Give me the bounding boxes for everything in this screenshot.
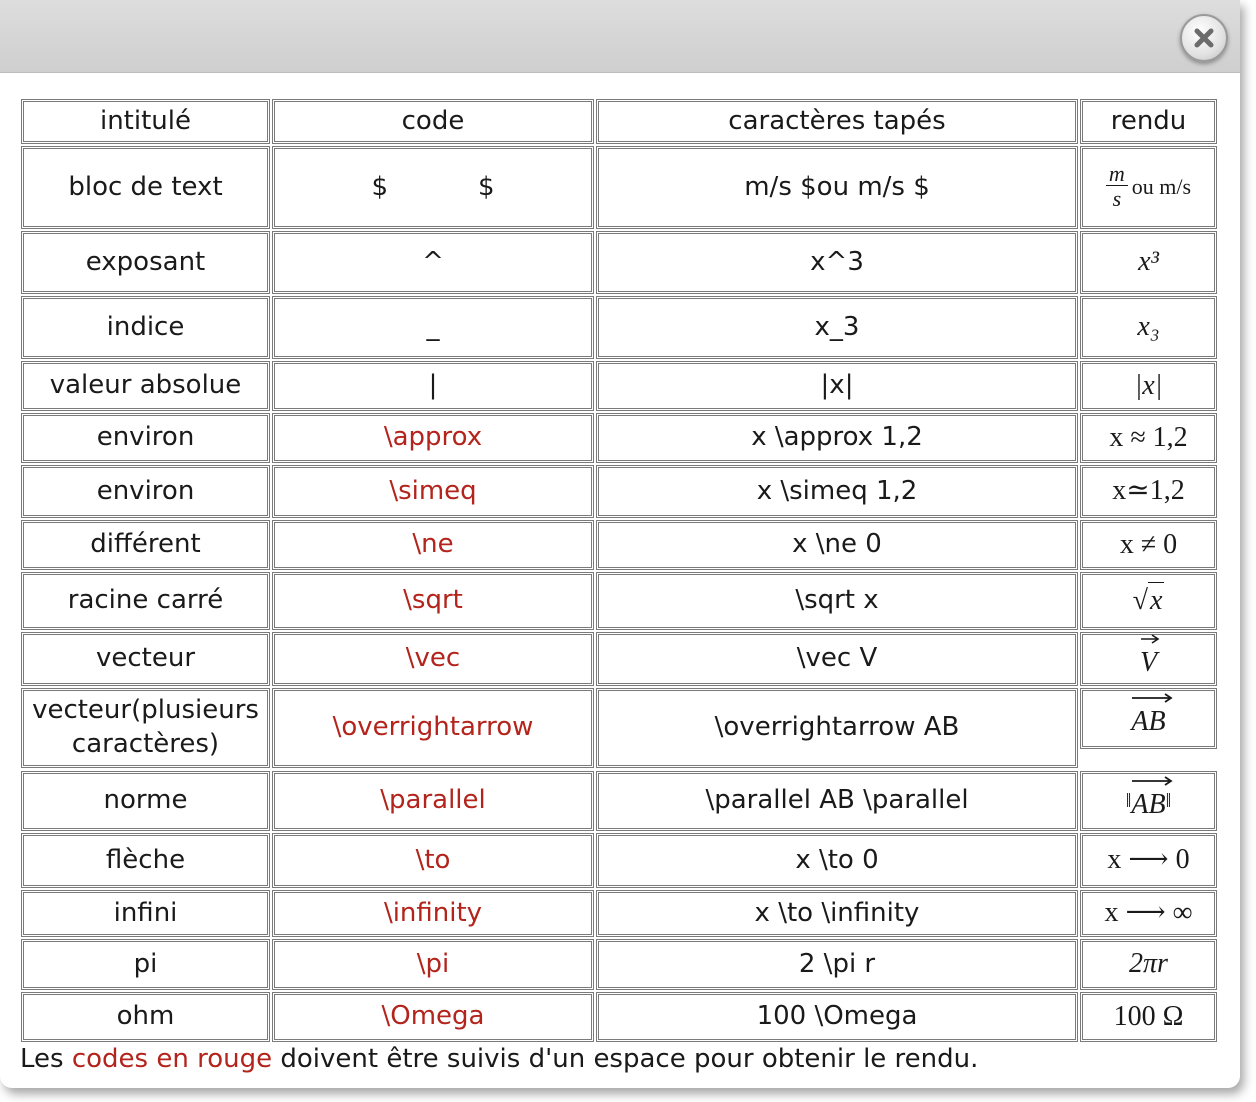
row-render — [1080, 771, 1217, 831]
row-render — [1080, 146, 1217, 229]
row-typed — [596, 632, 1078, 686]
label-line: vecteur(plusieurs — [32, 695, 259, 726]
label-text: ohm — [116, 1001, 175, 1032]
render-text: x³ — [1138, 246, 1159, 278]
code-text: \Omega — [381, 1001, 485, 1032]
typed-text: x \approx 1,2 — [751, 422, 923, 453]
code-text: \overrightarrow — [332, 712, 534, 743]
header-code — [272, 99, 594, 144]
close-x-icon — [1191, 25, 1217, 51]
row-label — [21, 632, 270, 686]
row-typed — [596, 939, 1078, 990]
typed-text: 2 \pi r — [798, 948, 876, 979]
row-code — [272, 632, 594, 686]
render-text: x ⟶ ∞ — [1104, 897, 1193, 929]
row-typed — [596, 146, 1078, 229]
label-text: exposant — [85, 246, 206, 277]
fraction-numerator: m — [1106, 162, 1128, 186]
row-render — [1080, 688, 1217, 749]
render-text: AB — [1131, 788, 1166, 820]
row-label — [21, 688, 270, 768]
row-render — [1080, 632, 1217, 686]
typed-text: \overrightarrow AB — [714, 712, 960, 743]
row-label — [21, 939, 270, 990]
code-text: \to — [415, 844, 451, 875]
label-text: environ — [96, 422, 195, 453]
code-text: _ — [426, 311, 440, 342]
typed-text: \sqrt x — [795, 585, 879, 616]
footer-text: Les — [20, 1044, 72, 1074]
footer-text: doivent être suivis d'un espace pour obtenir le rendu. — [272, 1044, 979, 1074]
row-code — [272, 296, 594, 359]
row-render — [1080, 465, 1217, 518]
row-code — [272, 231, 594, 294]
row-label — [21, 833, 270, 888]
row-label — [21, 572, 270, 630]
row-typed — [596, 771, 1078, 831]
row-render — [1080, 572, 1217, 630]
vector-render — [1140, 637, 1157, 681]
code-text: \pi — [416, 948, 450, 979]
render-text: x ≠ 0 — [1119, 528, 1178, 560]
vector-render — [1131, 696, 1165, 740]
row-render — [1080, 890, 1217, 937]
row-code — [272, 771, 594, 831]
typed-text: \vec V — [796, 643, 878, 674]
row-typed — [596, 688, 1078, 768]
header-intitule — [21, 99, 270, 144]
vector-arrow-icon — [1140, 633, 1160, 645]
row-code — [272, 465, 594, 518]
row-label — [21, 890, 270, 937]
norm-bar-right: ‖ — [1165, 790, 1172, 812]
row-code — [272, 890, 594, 937]
render-text: V — [1139, 646, 1158, 678]
label-text: différent — [90, 529, 201, 560]
header-text: intitulé — [99, 105, 191, 136]
header-text: code — [401, 105, 465, 136]
row-render — [1080, 939, 1217, 990]
label-text: valeur absolue — [49, 370, 242, 401]
code-text: | — [428, 370, 438, 401]
sqrt-symbol: √ — [1132, 584, 1148, 616]
render-text: AB — [1131, 706, 1166, 738]
label-text: vecteur — [95, 643, 196, 674]
row-code — [272, 413, 594, 463]
label-text: bloc de text — [68, 171, 223, 202]
row-render — [1080, 361, 1217, 411]
render-text: x ≈ 1,2 — [1109, 421, 1188, 453]
label-text: environ — [96, 475, 195, 506]
row-render — [1080, 296, 1217, 359]
row-typed — [596, 572, 1078, 630]
render-text: ou m/s — [1131, 174, 1192, 200]
row-label — [21, 146, 270, 229]
typed-text: x_3 — [814, 311, 860, 342]
typed-text: x^3 — [810, 246, 864, 277]
render-text: 100 Ω — [1113, 1000, 1184, 1032]
render-text: 2πr — [1129, 948, 1168, 980]
row-typed — [596, 361, 1078, 411]
row-code — [272, 572, 594, 630]
footer-red-text: codes en rouge — [71, 1044, 273, 1074]
row-label — [21, 465, 270, 518]
typed-text: x \to 0 — [795, 844, 879, 875]
row-typed — [596, 296, 1078, 359]
label-text — [32, 694, 259, 762]
row-code — [272, 520, 594, 570]
dialog-titlebar[interactable] — [0, 0, 1240, 73]
render-text: x ⟶ 0 — [1107, 844, 1190, 876]
typed-text: \parallel AB \parallel — [705, 785, 969, 816]
typed-text: m/s $ou m/s $ — [744, 171, 930, 202]
row-label — [21, 992, 270, 1042]
norm-bar-left: ‖ — [1125, 790, 1132, 812]
row-label — [21, 231, 270, 294]
code-text: \infinity — [383, 897, 483, 928]
vector-arrow-icon — [1131, 775, 1173, 787]
code-right-text: $ — [478, 171, 495, 202]
typed-text: |x| — [820, 370, 854, 401]
row-code — [272, 939, 594, 990]
close-button[interactable] — [1180, 14, 1228, 62]
label-text: indice — [106, 311, 185, 342]
row-label — [21, 771, 270, 831]
header-rendu — [1080, 99, 1217, 144]
typed-text: x \to \infinity — [754, 897, 920, 928]
row-label — [21, 413, 270, 463]
row-label — [21, 296, 270, 359]
row-code — [272, 992, 594, 1042]
fraction — [1106, 162, 1128, 212]
render-text: |x| — [1134, 369, 1163, 401]
code-left-text: $ — [371, 171, 388, 202]
typed-text: x \simeq 1,2 — [756, 475, 918, 506]
header-text: rendu — [1110, 105, 1187, 136]
label-text: flèche — [105, 844, 186, 875]
label-text: racine carré — [67, 585, 224, 616]
row-typed — [596, 833, 1078, 888]
row-render — [1080, 520, 1217, 570]
fraction-denominator: s — [1112, 186, 1122, 212]
typed-text: x \ne 0 — [792, 529, 882, 560]
row-typed — [596, 890, 1078, 937]
sqrt-radicand: x — [1148, 582, 1164, 619]
row-label — [21, 361, 270, 411]
code-text: \ne — [412, 529, 454, 560]
vector-arrow-icon — [1131, 692, 1173, 704]
row-typed — [596, 992, 1078, 1042]
code-text: \approx — [383, 422, 483, 453]
code-text: ^ — [422, 246, 444, 277]
row-render — [1080, 992, 1217, 1042]
row-code — [272, 146, 594, 229]
label-text: infini — [113, 897, 178, 928]
row-typed — [596, 231, 1078, 294]
footer-note — [20, 1044, 978, 1074]
row-render — [1080, 413, 1217, 463]
row-code — [272, 833, 594, 888]
label-text: norme — [103, 785, 188, 816]
render-text: x₃ — [1137, 311, 1160, 343]
header-caracteres-tapes — [596, 99, 1078, 144]
render-text: x≃1,2 — [1112, 475, 1185, 507]
vector-render — [1131, 779, 1165, 823]
row-code — [272, 688, 594, 768]
code-text: \vec — [405, 643, 461, 674]
row-typed — [596, 413, 1078, 463]
code-text: \simeq — [389, 475, 477, 506]
header-text: caractères tapés — [728, 105, 946, 136]
typed-text: 100 \Omega — [756, 1001, 918, 1032]
row-code — [272, 361, 594, 411]
code-text: \parallel — [380, 785, 486, 816]
label-text: pi — [133, 948, 158, 979]
label-line: caractères) — [71, 729, 220, 759]
row-typed — [596, 465, 1078, 518]
row-label — [21, 520, 270, 570]
row-typed — [596, 520, 1078, 570]
code-text: \sqrt — [403, 585, 463, 616]
row-render — [1080, 833, 1217, 888]
row-render — [1080, 231, 1217, 294]
